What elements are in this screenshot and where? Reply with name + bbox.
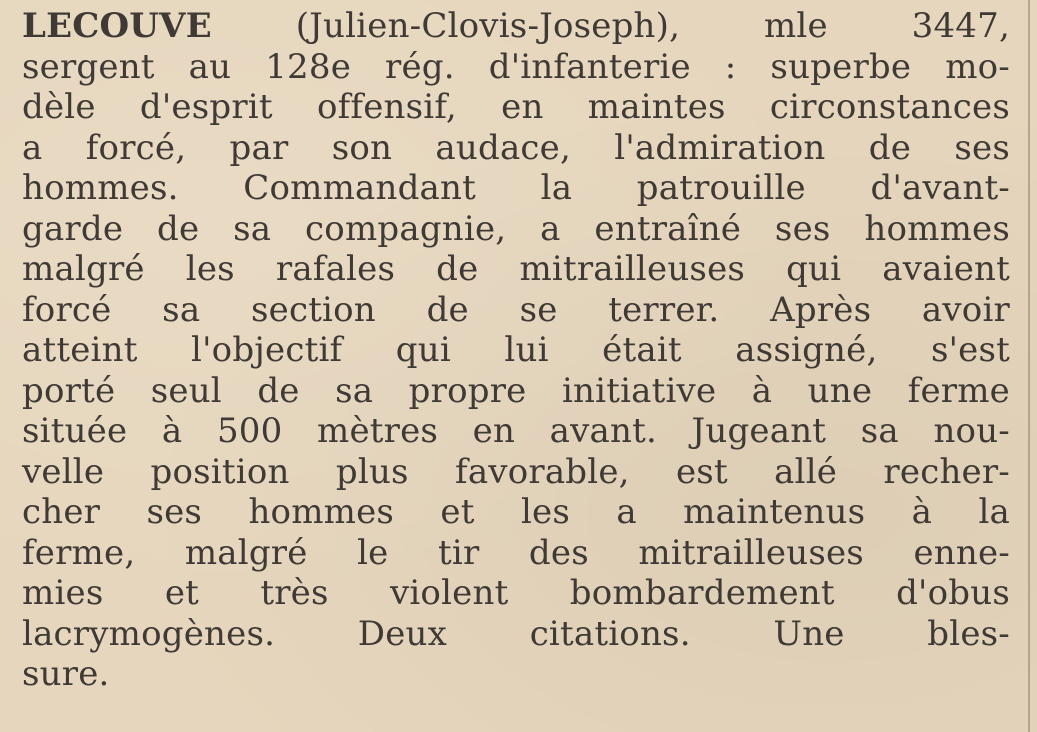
article-line-2: sergent au 128e rég. d'infanterie : superbe mo-	[22, 46, 1010, 87]
article-line-10: porté seul de sa propre initiative à une ferme	[22, 370, 1010, 411]
article-line-14: ferme, malgré le tir des mitrailleuses enne-	[22, 532, 1010, 573]
article-line-6: garde de sa compagnie, a entraîné ses hommes	[22, 208, 1010, 249]
article-line-3: dèle d'esprit offensif, en maintes circonstances	[22, 87, 1010, 127]
article-line-4: a forcé, par son audace, l'admiration de ses	[22, 127, 1010, 168]
article-line-16: lacrymogènes. Deux citations. Une bles-	[22, 613, 1010, 654]
column-rule	[1028, 0, 1030, 732]
citation-article	[22, 6, 1010, 695]
article-line-8: forcé sa section de se terrer. Après avoir	[22, 289, 1010, 330]
article-line-1	[22, 6, 1010, 47]
article-line-9: atteint l'objectif qui lui était assigné, s'est	[22, 330, 1010, 370]
article-line-1-text: (Julien-Clovis-Joseph), mle 3447,	[295, 6, 1010, 46]
article-line-11: située à 500 mètres en avant. Jugeant sa nou-	[22, 411, 1010, 451]
article-line-7: malgré les rafales de mitrailleuses qui avaient	[22, 249, 1010, 289]
article-line-13: cher ses hommes et les a maintenus à la	[22, 492, 1010, 532]
article-line-17: sure.	[22, 654, 110, 694]
article-line-12: velle position plus favorable, est allé recher-	[22, 451, 1010, 492]
article-line-5: hommes. Commandant la patrouille d'avant-	[22, 168, 1010, 208]
article-line-15: mies et très violent bombardement d'obus	[22, 573, 1010, 613]
soldier-name: LECOUVE	[22, 6, 212, 46]
